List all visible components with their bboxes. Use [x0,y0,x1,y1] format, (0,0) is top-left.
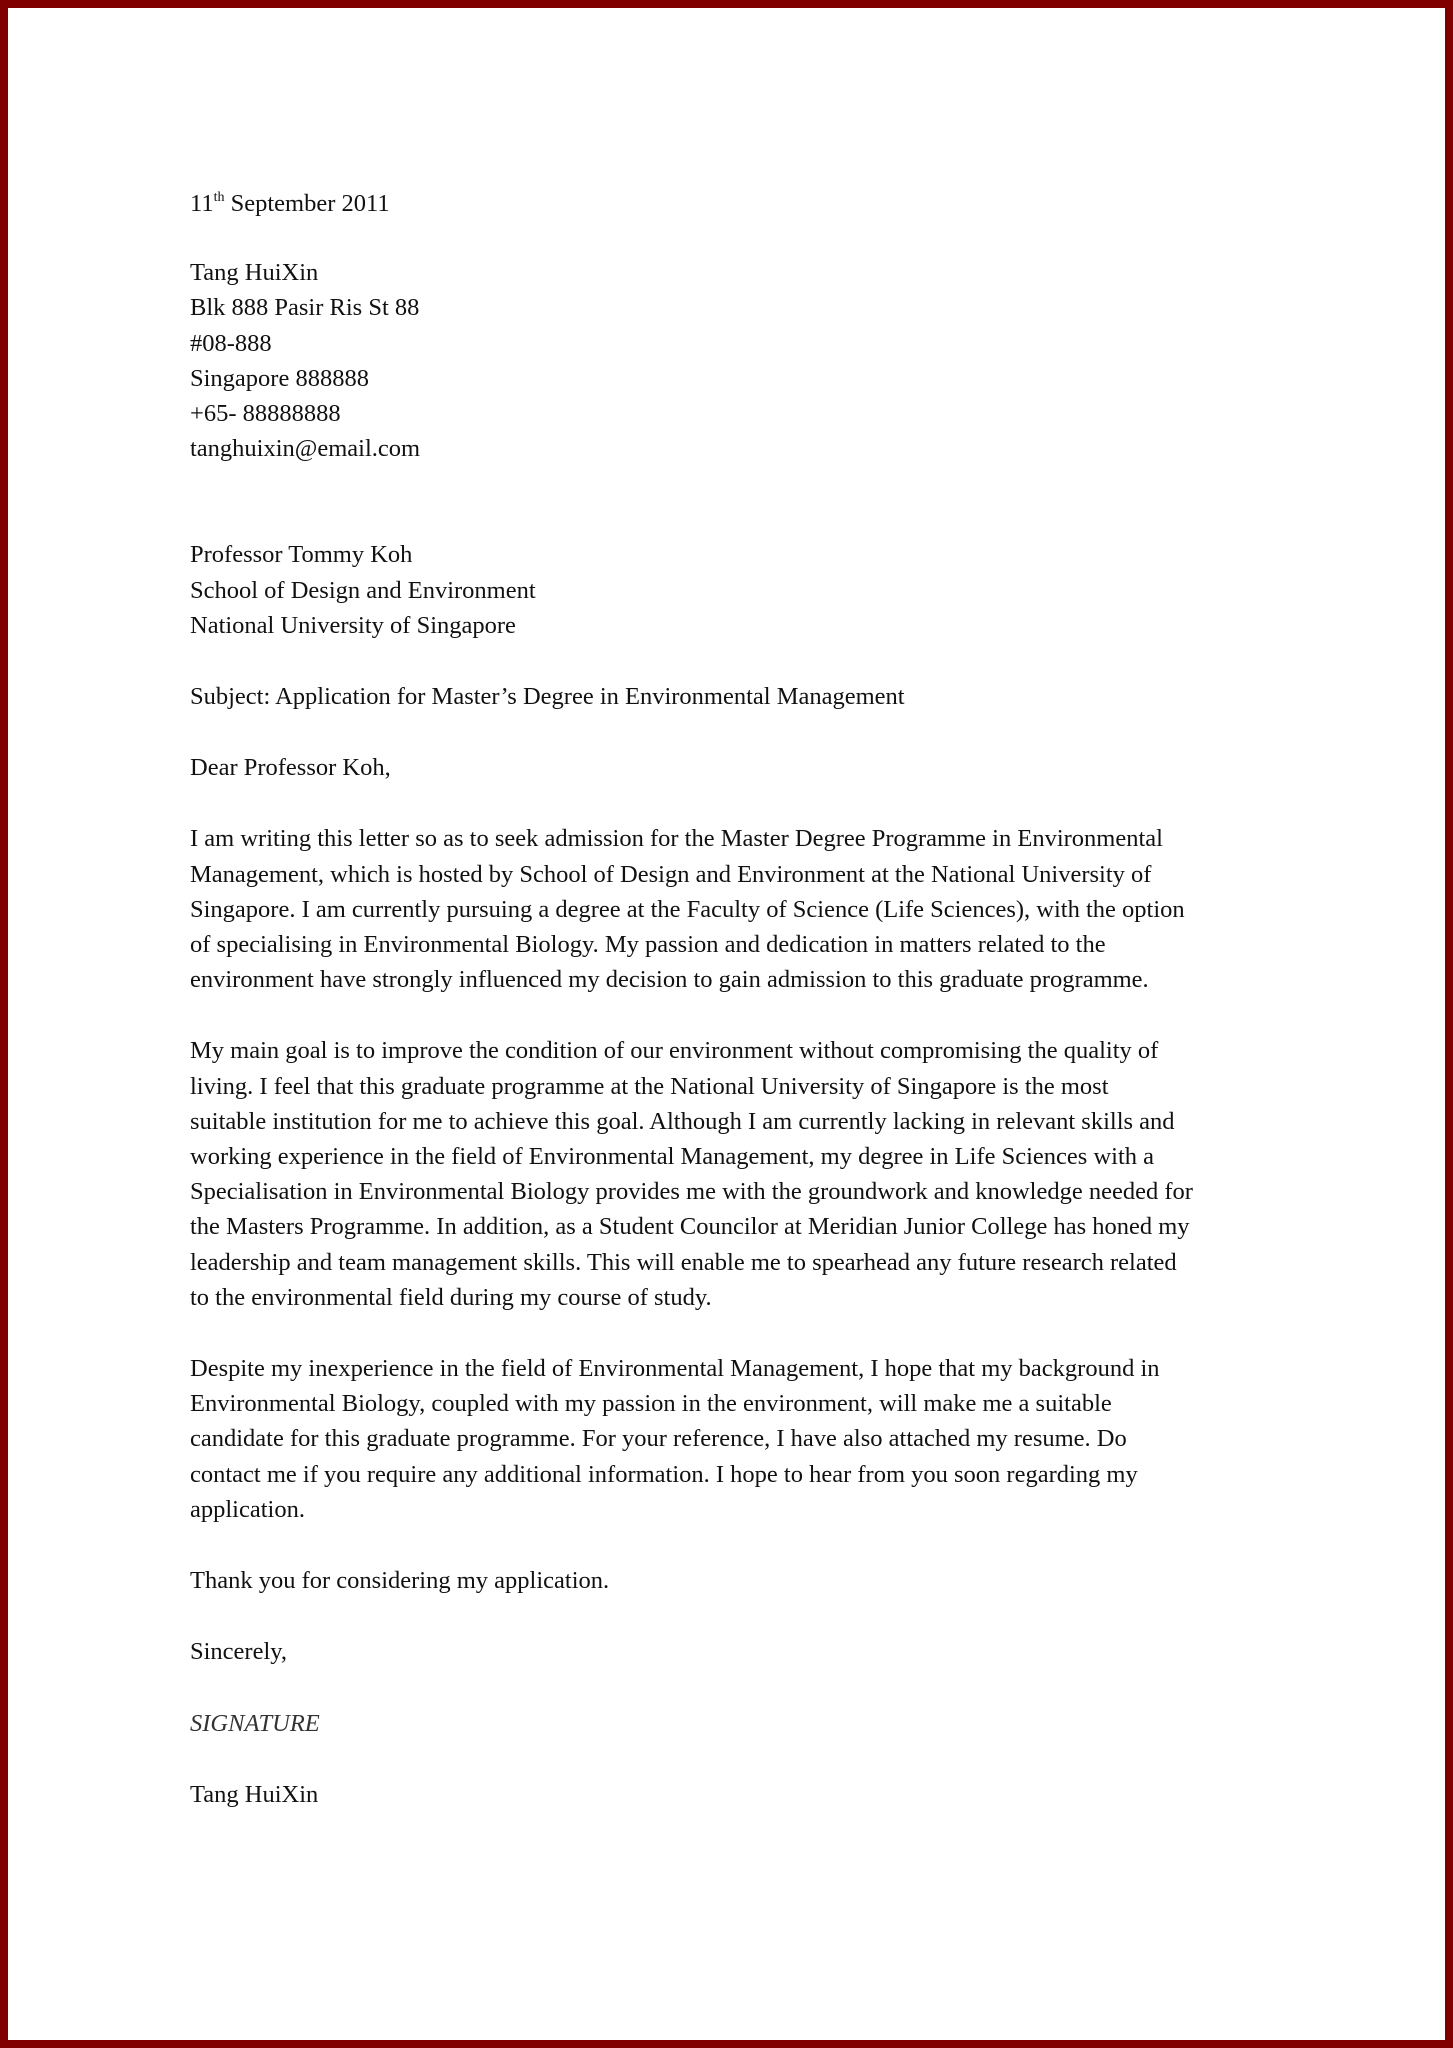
signature-placeholder: SIGNATURE [190,1709,320,1737]
letter-date [190,186,1290,221]
recipient-address [190,537,1290,643]
signer-name: Tang HuiXin [190,1780,319,1808]
recipient-name: Professor Tommy Koh [190,541,413,569]
sender-street: Blk 888 Pasir Ris St 88 [190,294,420,322]
closing: Sincerely, [190,1638,288,1666]
date-ordinal-suffix: th [213,190,225,205]
sender-address [190,255,1290,466]
sender-phone: +65- 88888888 [190,400,341,428]
sender-email: tanghuixin@email.com [190,435,421,463]
salutation: Dear Professor Koh, [190,754,391,782]
body-paragraph-3: Despite my inexperience in the field of Environmental Management, I hope that my background in Environmental Biology, coupled with my passion in the environment, will make me a suitable candidate for this graduate programme. For your reference, I have also attached my resume. Do contact me if you require any additional information. I hope to hear from you soon regarding my application. [190,1355,1160,1523]
recipient-institution: National University of Singapore [190,611,516,639]
body-paragraph-1: I am writing this letter so as to seek admission for the Master Degree Programme in Environmental Management, which is hosted by School of Design and Environment at the National University of Singapore. I am currently pursuing a degree at the Faculty of Science (Life Sciences), with the option of specialising in Environmental Biology. My passion and dedication in matters related to the environment have strongly influenced my decision to gain admission to this graduate programme. [190,825,1185,994]
subject-line: Subject: Application for Master’s Degree in Environmental Management [190,683,905,711]
sender-city-postal: Singapore 888888 [190,364,369,392]
sender-unit: #08-888 [190,329,272,357]
date-day: 11 [190,190,214,217]
letter-body [190,186,1290,1812]
sender-name: Tang HuiXin [190,259,319,287]
date-month-year: September 2011 [224,190,390,217]
body-paragraph-2: My main goal is to improve the condition of our environment without compromising the quality of living. I feel that this graduate programme at the National University of Singapore is the most suitable institution for me to achieve this goal. Although I am currently lacking in relevant skills and working experience in the field of Environmental Management, my degree in Life Sciences with a Specialisation in Environmental Biology provides me with the groundwork and knowledge needed for the Masters Programme. In addition, as a Student Councilor at Meridian Junior College has honed my leadership and team management skills. This will enable me to spearhead any future research related to the environmental field during my course of study. [190,1037,1193,1311]
thanks-line: Thank you for considering my application. [190,1567,610,1595]
recipient-department: School of Design and Environment [190,576,536,604]
